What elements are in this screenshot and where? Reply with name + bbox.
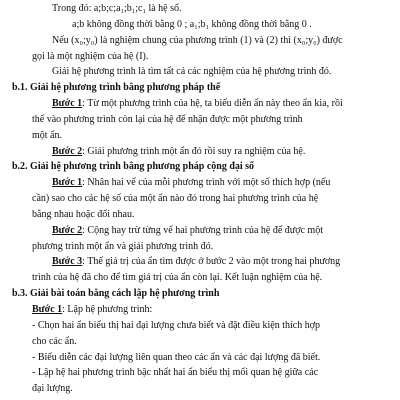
text-line (52, 254, 394, 270)
section-heading: b.2. Giải hệ phương trình bằng phương pháp cộng đại số (12, 161, 255, 173)
text-line: thế vào phương trình còn lại của hệ để nhận được một phương trình (32, 113, 303, 125)
step-label: Bước 2 (52, 145, 83, 157)
text-line (52, 144, 394, 160)
step-text: : Từ một phương trình của hệ, ta biểu diễn ẩn này theo ẩn kia, rồi (82, 98, 343, 109)
text-line: Trong đó: a;b;c;a₁;b₁;c₁ là hệ số. (52, 3, 182, 14)
text-line: - Chọn hai ẩn biểu thị hai đại lượng chưa biết và đặt điều kiện thích hợp (32, 319, 321, 331)
text-line: gọi là một nghiệm của hệ (I). (32, 50, 149, 62)
text-line: đại lượng. (32, 383, 73, 395)
step-label: Bước 2 (52, 224, 83, 236)
text-line (52, 175, 394, 191)
text-line: cho các ẩn. (32, 335, 77, 347)
text-line: phương trình một ẩn và giải phương trình đó. (32, 240, 214, 252)
text-line: Nếu (x₀;y₀) là nghiệm chung của phương trình (1) và (2) thì (x₀;y₀) được (52, 34, 343, 46)
step-label: Bước 1 (52, 98, 83, 109)
text-line: một ẩn. (32, 129, 62, 141)
step-label: Bước 1 (52, 177, 83, 189)
text-line: bằng nhau hoặc đối nhau. (32, 208, 135, 220)
text-line: - Lập hệ hai phương trình bậc nhất hai ẩn biểu thị mối quan hệ giữa các (32, 367, 319, 379)
section-heading: b.3. Giải bài toán bằng cách lập hệ phương trình (12, 288, 220, 300)
step-label: Bước 1 (32, 304, 63, 315)
text-line (32, 302, 394, 318)
step-text: : Giải phương trình một ẩn đó rồi suy ra nghiệm của hệ. (82, 145, 306, 157)
text-line: Giải hệ phương trình là tìm tất cả các nghiệm của hệ phương trình đó. (52, 66, 332, 78)
text-line: cần) sao cho các hệ số của một ẩn nào đó trong hai phương trình của hệ (32, 193, 319, 205)
step-label: Bước 3 (52, 256, 83, 268)
text-line: a;b không đồng thời bằng 0 ; a₁;b₁ không đồng thời bằng 0 . (72, 18, 312, 30)
step-text: : Cộng hay trừ từng vế hai phương trình của hệ để được một (82, 224, 323, 236)
text-line (52, 96, 394, 112)
text-line: trình của hệ đã cho để tìm giá trị của ẩn còn lại. Kết luận nghiệm của hệ. (32, 272, 323, 284)
text-line (52, 223, 394, 239)
text-line: - Biểu diễn các đại lượng liên quan theo các ẩn và các đại lượng đã biết. (32, 351, 321, 363)
step-text: : Nhân hai vế của mỗi phương trình với một số thích hợp (nếu (82, 177, 331, 189)
section-heading: b.1. Giải hệ phương trình bằng phương pháp thế (12, 82, 221, 94)
step-text: : Lập hệ phương trình: (62, 304, 153, 315)
step-text: : Thế giá trị của ẩn tìm được ở bước 2 vào một trong hai phương (82, 256, 341, 268)
